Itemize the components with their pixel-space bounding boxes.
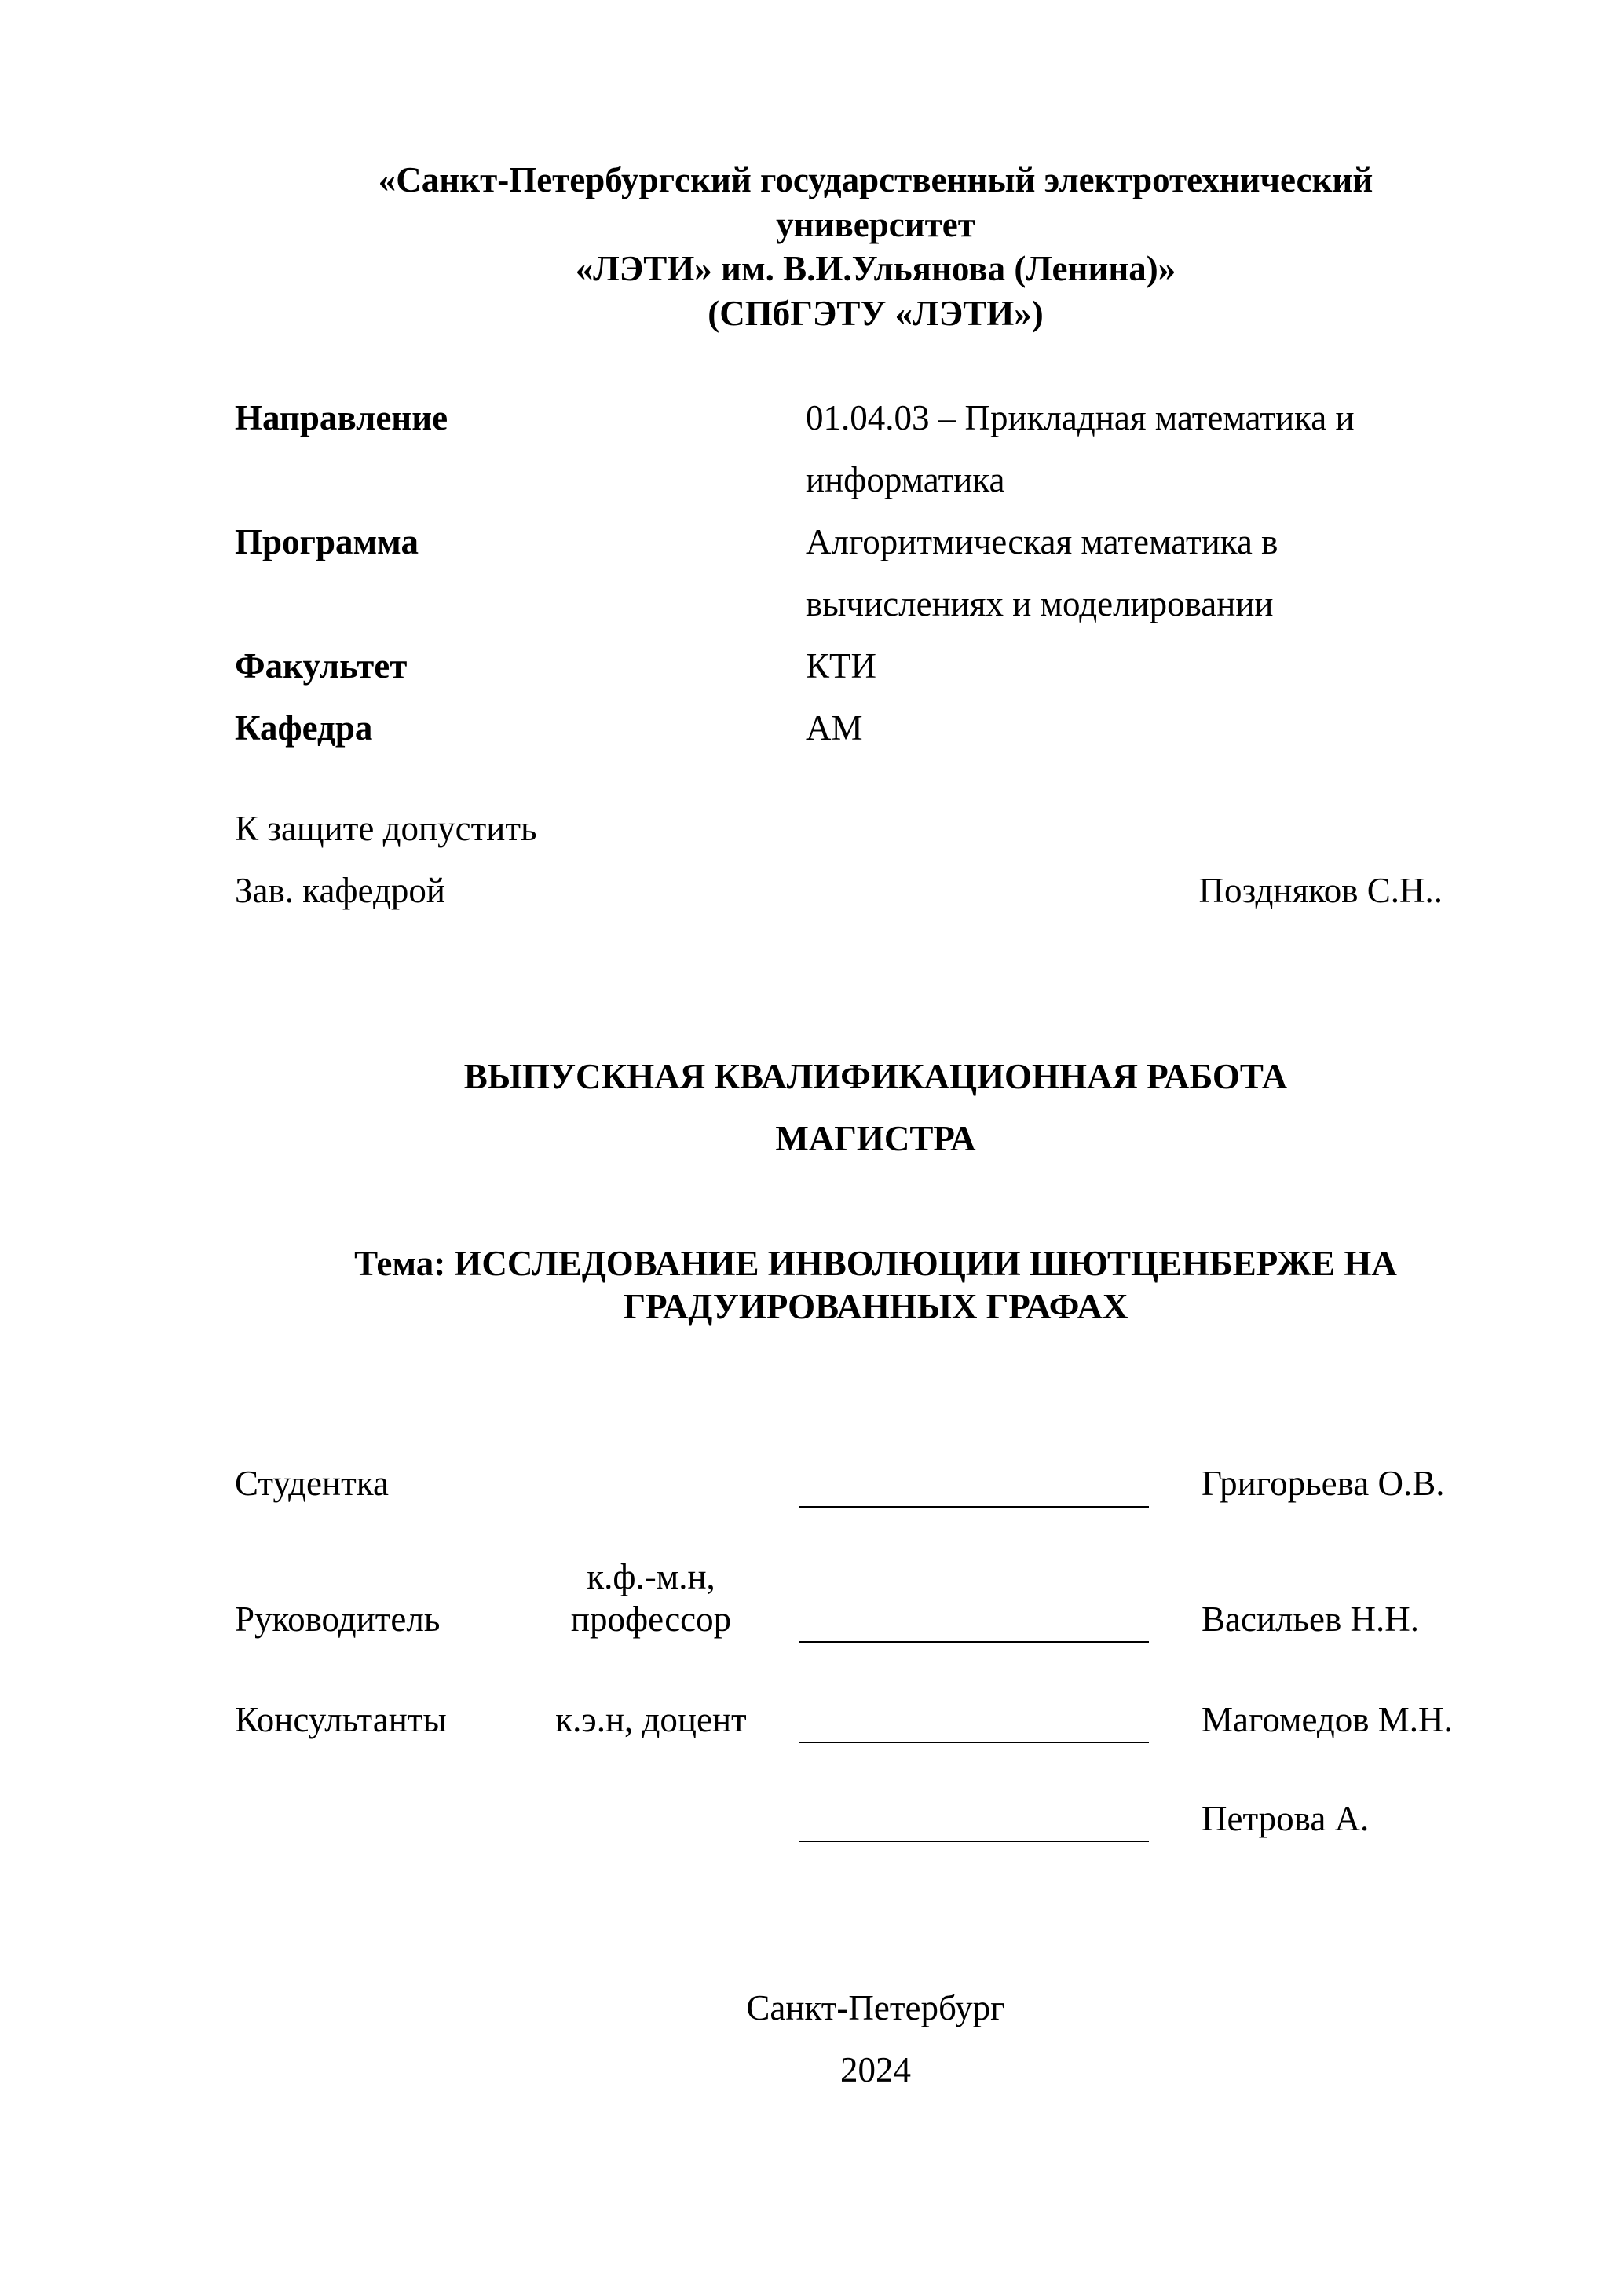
consultant-1-signature-line [799,1742,1149,1743]
topic-line-2: ГРАДУИРОВАННЫХ ГРАФАХ [623,1287,1128,1326]
department-value: АМ [806,708,863,748]
faculty-value: КТИ [806,646,876,686]
work-type-line-1: ВЫПУСКНАЯ КВАЛИФИКАЦИОННАЯ РАБОТА [463,1057,1288,1096]
supervisor-signature-line [799,1641,1149,1643]
supervisor-degree-line-2: профессор [570,1600,732,1639]
city: Санкт-Петербург [746,1988,1005,2027]
program-value-line-1: Алгоритмическая математика в [806,522,1278,561]
student-role: Студентка [235,1464,389,1503]
student-signature-line [799,1506,1149,1508]
work-type-line-2: МАГИСТРА [775,1119,976,1158]
direction-value-line-2: информатика [806,460,1005,499]
program-label: Программа [235,522,419,561]
direction-value-line-1: 01.04.03 – Прикладная математика и [806,398,1355,437]
university-abbreviation: (СПбГЭТУ «ЛЭТИ») [708,294,1044,333]
consultant-2-signature-line [799,1841,1149,1842]
student-name: Григорьева О.В. [1202,1464,1445,1503]
consultants-role: Консультанты [235,1700,447,1739]
university-name-line-3: «ЛЭТИ» им. В.И.Ульянова (Ленина)» [575,249,1176,288]
topic-line-1: Тема: ИССЛЕДОВАНИЕ ИНВОЛЮЦИИ ШЮТЦЕНБЕРЖЕ НА [354,1244,1397,1283]
department-label: Кафедра [235,708,373,748]
program-value-line-2: вычислениях и моделировании [806,584,1274,623]
university-name-line-1: «Санкт-Петербургский государственный электротехнический [378,160,1373,199]
supervisor-degree-line-1: к.ф.-м.н, [587,1557,715,1596]
consultant-degree: к.э.н, доцент [555,1700,747,1739]
university-name-line-2: университет [776,205,975,244]
head-of-department-name: Поздняков С.Н.. [1198,871,1443,910]
supervisor-role: Руководитель [235,1600,441,1639]
year: 2024 [840,2050,911,2089]
consultant-1-name: Магомедов М.Н. [1202,1700,1453,1739]
admission-text: К защите допустить [235,809,537,848]
head-of-department-label: Зав. кафедрой [235,871,445,910]
faculty-label: Факультет [235,646,408,686]
supervisor-name: Васильев Н.Н. [1202,1600,1419,1639]
direction-label: Направление [235,398,448,437]
consultant-2-name: Петрова А. [1202,1799,1370,1838]
